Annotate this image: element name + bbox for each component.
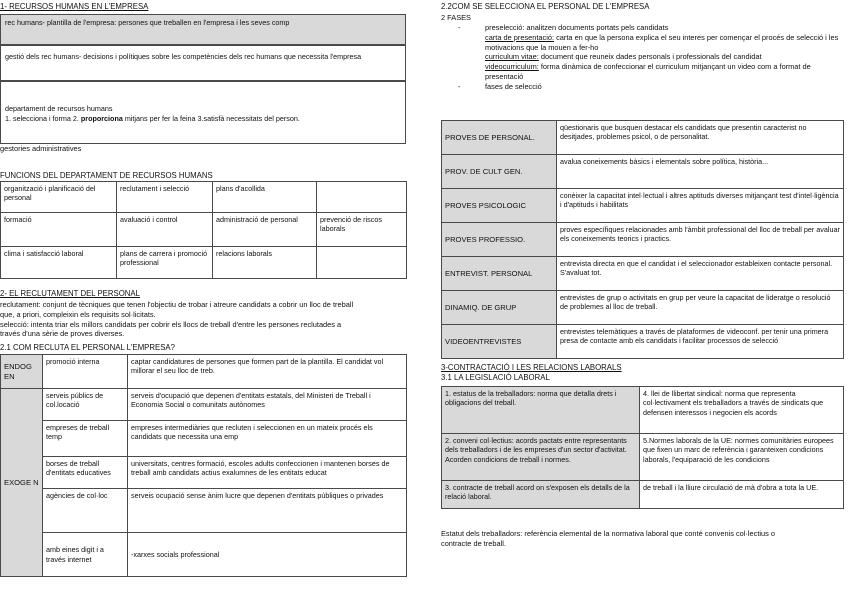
cv-item: curriculum vitae: document que reuneix dades personals i professionals del candidat [485, 52, 762, 62]
function-cell: relacions laborals [213, 247, 317, 279]
function-cell: plans de carrera i promoció professional [117, 247, 213, 279]
recruitment-method: empreses de treball temp [43, 421, 128, 457]
hr-department-functions: 1. selecciona i forma 2. proporciona mitjans per fer la feina 3.satisfà necessitats del person. [5, 113, 300, 123]
functions-row [1, 247, 407, 279]
recruitment-description: empreses intermediàries que recluten i seleccionen en un mateix procés els candidats que necessita una emp [128, 421, 407, 457]
phases-list [458, 23, 842, 92]
law-cell: de treball i la lliure circulació de mà d'obra a tota la UE. [640, 481, 844, 509]
section-3-1-title: 3.1 LA LEGISLACIÓ LABORAL [441, 373, 550, 382]
preselection-item: - preselecció: analitzen documents portats pels candidats [458, 23, 669, 32]
recruitment-description: captar candidatures de persones que formen part de la plantilla. El candidat vol millorar el seu lloc de treb. [128, 355, 407, 389]
test-name: ENTREVIST. PERSONAL [442, 257, 557, 291]
recruitment-row [1, 489, 407, 533]
test-row [442, 189, 844, 223]
gestories-text: gestories administratives [0, 144, 82, 153]
function-cell: prevenció de riscos laborals [317, 213, 407, 247]
law-cell: 1. estatus de la treballadors: norma que detalla drets i obligacions del treball. [442, 387, 640, 434]
functions-title: FUNCIONS DEL DEPARTAMENT DE RECURSOS HUMANS [0, 171, 213, 180]
recruitment-definition: reclutament: conjunt de tècniques que tenen l'objectiu de trobar i atreure candidats a cobrir un lloc de treball que, a priori, compleixin els requisits sol·licitats. selecció: intenta triar els millors candidats per cobrir els llocs de treball d'entre les persones reclutades a través d'una sèrie de proves diverses. [0, 300, 354, 339]
hr-department-text: departament de recursos humans [5, 104, 113, 113]
video-cv-item: videocurriculum: forma dinàmica de confeccionar el curriculum mitjançant un video com a format de presentació [485, 62, 811, 81]
test-row [442, 257, 844, 291]
test-row [442, 121, 844, 155]
law-row [442, 434, 844, 481]
test-description: qüestionaris que busquen destacar els candidats que presentin caracterist no desitjades, problemes psicol, o de personalitat. [557, 121, 844, 155]
function-cell: avaluació i control [117, 213, 213, 247]
test-row [442, 155, 844, 189]
test-name: DINAMIQ. DE GRUP [442, 291, 557, 325]
section-2-2-title: 2.2COM SE SELECCIONA EL PERSONAL DE L'EMPRESA [441, 2, 650, 11]
selection-tests-table [441, 120, 844, 359]
test-description: proves específiques relacionades amb l'àmbit professional del lloc de treball per avaluar els coneixements teorics i practics. [557, 223, 844, 257]
section-3-title: 3-CONTRACTACIÓ I LES RELACIONS LABORALS [441, 363, 622, 372]
law-cell: 2. conveni col·lectius: acords pactats entre representants dels treballadors i de les empreses d'un sector d'activitat. Acorden condicions de treball i normes. [442, 434, 640, 481]
law-cell: 4. llei de llibertat sindical: norma que representa col·lectivament els treballadors a través de sindicats que defensen interessos i negocien els acords [640, 387, 844, 434]
test-name: PROVES DE PERSONAL. [442, 121, 557, 155]
hr-management-text: gestió dels rec humans- decisions i polítiques sobre les competències dels rec humans que necessita l'empresa [5, 52, 362, 61]
test-name: PROVES PROFESSIO. [442, 223, 557, 257]
section-1-title: 1- RECURSOS HUMANS EN L'EMPRESA [0, 2, 149, 11]
function-cell: organització i planificació del personal [1, 182, 117, 213]
selection-phases-item: - fases de selecció [458, 81, 542, 91]
test-row [442, 325, 844, 359]
function-cell: plans d'acollida [213, 182, 317, 213]
test-description: entrevistes telemàtiques a través de plataformes de videoconf. per tenir una primera presa de contacte amb els candidats i facilitar processos de selecció [557, 325, 844, 359]
test-description: entrevista directa en que el candidat i el seleccionador estableixen contacte personal. S'avaluat tot. [557, 257, 844, 291]
test-name: VIDEOENTREVISTES [442, 325, 557, 359]
function-cell [317, 182, 407, 213]
recruitment-method: borses de treball d'entitats educatives [43, 457, 128, 489]
function-cell [317, 247, 407, 279]
recruitment-description: serveis ocupació sense ànim lucre que depenen d'entitats públiques o privades [128, 489, 407, 533]
recruitment-table [0, 354, 407, 577]
section-2-1-title: 2.1 COM RECLUTA EL PERSONAL L'EMPRESA? [0, 343, 175, 352]
functions-row [1, 182, 407, 213]
recruitment-row [1, 355, 407, 389]
recruitment-row [1, 421, 407, 457]
recruitment-description: -xarxes socials professional [128, 533, 407, 577]
function-cell: clima i satisfacció laboral [1, 247, 117, 279]
hr-department-box [0, 81, 406, 144]
recruitment-method: amb eines digit i a través internet [43, 533, 128, 577]
law-row [442, 481, 844, 509]
law-cell: 5.Normes laborals de la UE: normes comunitàries europees que fixen un marc de referència i garanteixen condicions laborals, l'equiparació de les condicions [640, 434, 844, 481]
hr-staff-text: rec humans- plantilla de l'empresa: persones que treballen en l'empresa i les seves comp [5, 18, 290, 27]
recruitment-row [1, 457, 407, 489]
test-row [442, 291, 844, 325]
test-row [442, 223, 844, 257]
law-cell: 3. contracte de treball acord on s'exposen els detalls de la relació laboral. [442, 481, 640, 509]
test-name: PROVES PSICOLOGIC [442, 189, 557, 223]
hr-staff-box [0, 14, 406, 45]
cover-letter-item: carta de presentació: carta en que la persona explica el seu interes per començar el procés de selecció i les motivacions que la mouen a fer-ho [485, 32, 839, 52]
test-name: PROV. DE CULT GEN. [442, 155, 557, 189]
function-cell: formació [1, 213, 117, 247]
recruitment-method: agències de col·loc [43, 489, 128, 533]
functions-row [1, 213, 407, 247]
exogenous-label: EXOGE N [1, 389, 43, 577]
endogenous-label: ENDOG EN [1, 355, 43, 389]
hr-management-box [0, 45, 406, 81]
recruitment-method: serveis públics de col.locació [43, 389, 128, 421]
functions-table [0, 181, 407, 279]
recruitment-description: serveis d'ocupació que depenen d'entitats estatals, del Ministeri de Treball i Economia Social o comunitats autònomes [128, 389, 407, 421]
recruitment-method: promoció interna [43, 355, 128, 389]
workers-statute-note: Estatut dels treballadors: referència elemental de la normativa laboral que conté convenis col·lectius o contracte de treball. [441, 529, 775, 548]
recruitment-row [1, 389, 407, 421]
phases-title: 2 FASES [441, 13, 471, 22]
recruitment-row [1, 533, 407, 577]
labour-law-table [441, 386, 844, 509]
section-2-title: 2- EL RECLUTAMENT DEL PERSONAL [0, 289, 140, 298]
test-description: entrevistes de grup o activitats en grup per veure la capacitat de lideratge o resolució de problemes al lloc de treball. [557, 291, 844, 325]
law-row [442, 387, 844, 434]
function-cell: administració de personal [213, 213, 317, 247]
test-description: conèixer la capacitat intel·lectual i altres aptituds diverses mitjançant test d'intel·ligència i d'aptituds i habilitats [557, 189, 844, 223]
function-cell: reclutament i selecció [117, 182, 213, 213]
recruitment-description: universitats, centres formació, escoles adults confeccionen i mantenen borses de treball amb candidats actius exalumnes de les entitats educat [128, 457, 407, 489]
test-description: avalua coneixements bàsics i elementals sobre política, història... [557, 155, 844, 189]
